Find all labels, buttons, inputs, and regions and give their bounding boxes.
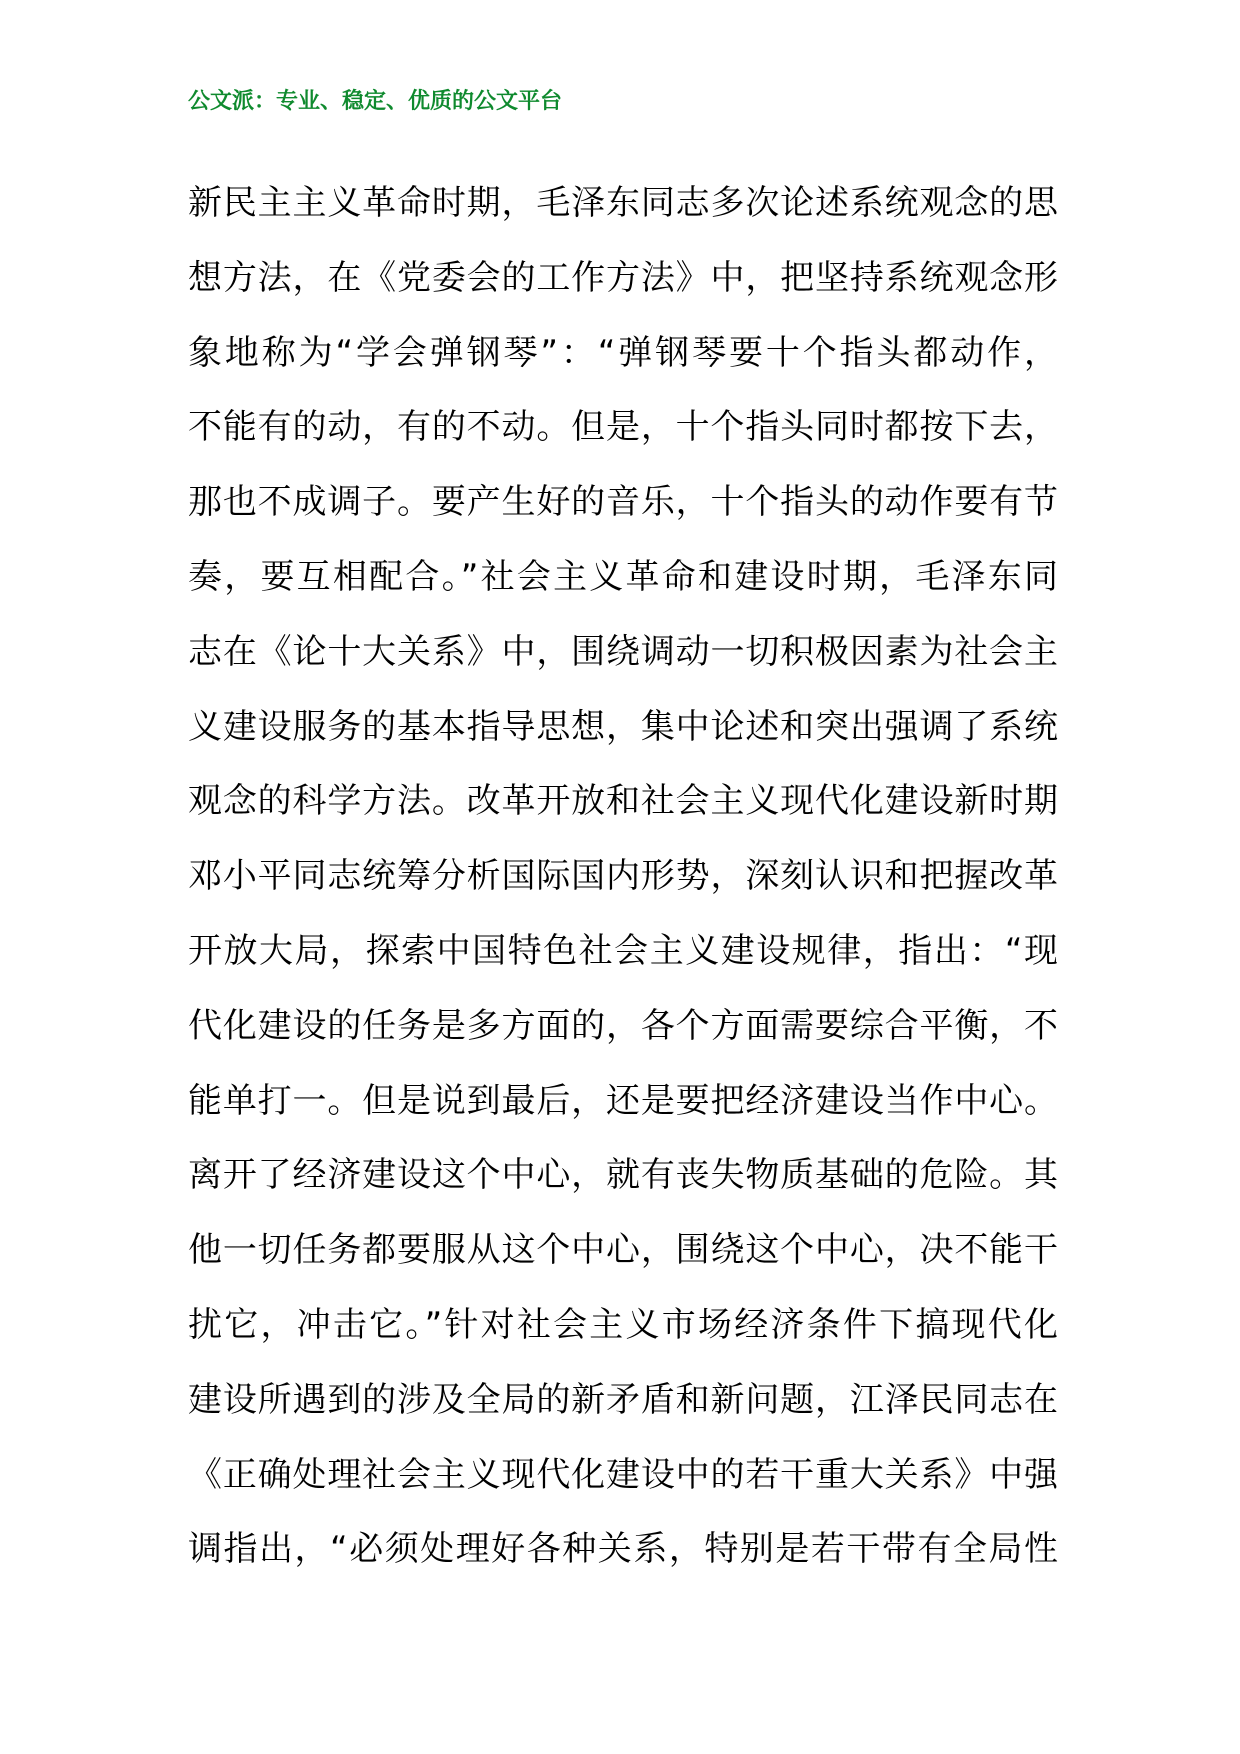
site-header: 公文派：专业、稳定、优质的公文平台 <box>188 89 563 114</box>
body-paragraph <box>188 166 1058 1587</box>
text-line: 他一切任务都要服从这个中心，围绕这个中心，决不能干 <box>188 1230 1058 1271</box>
text-line: 奏，要互相配合。”社会主义革命和建设时期，毛泽东同 <box>188 556 1058 597</box>
text-line: 观念的科学方法。改革开放和社会主义现代化建设新时期 <box>188 781 1058 822</box>
text-line: 象地称为“学会弹钢琴”：“弹钢琴要十个指头都动作， <box>188 332 1058 373</box>
text-line: 新民主主义革命时期，毛泽东同志多次论述系统观念的思 <box>188 183 1058 223</box>
text-line: 离开了经济建设这个中心，就有丧失物质基础的危险。其 <box>188 1155 1058 1196</box>
text-line: 能单打一。但是说到最后，还是要把经济建设当作中心。 <box>188 1080 1058 1121</box>
text-line: 义建设服务的基本指导思想，集中论述和突出强调了系统 <box>188 706 1058 747</box>
text-line: 志在《论十大关系》中，围绕调动一切积极因素为社会主 <box>188 631 1058 672</box>
text-line: 那也不成调子。要产生好的音乐，十个指头的动作要有节 <box>188 482 1058 523</box>
text-line: 想方法，在《党委会的工作方法》中，把坚持系统观念形 <box>188 257 1058 298</box>
text-line: 开放大局，探索中国特色社会主义建设规律，指出：“现 <box>188 930 1058 971</box>
text-line: 代化建设的任务是多方面的，各个方面需要综合平衡，不 <box>188 1005 1058 1046</box>
text-line: 调指出，“必须处理好各种关系，特别是若干带有全局性 <box>188 1529 1058 1570</box>
text-line: 扰它，冲击它。”针对社会主义市场经济条件下搞现代化 <box>188 1304 1058 1345</box>
text-line: 不能有的动，有的不动。但是，十个指头同时都按下去， <box>188 407 1058 448</box>
text-line: 邓小平同志统筹分析国际国内形势，深刻认识和把握改革 <box>188 856 1058 897</box>
text-line: 《正确处理社会主义现代化建设中的若干重大关系》中强 <box>188 1454 1058 1495</box>
text-line: 建设所遇到的涉及全局的新矛盾和新问题，江泽民同志在 <box>188 1379 1058 1420</box>
